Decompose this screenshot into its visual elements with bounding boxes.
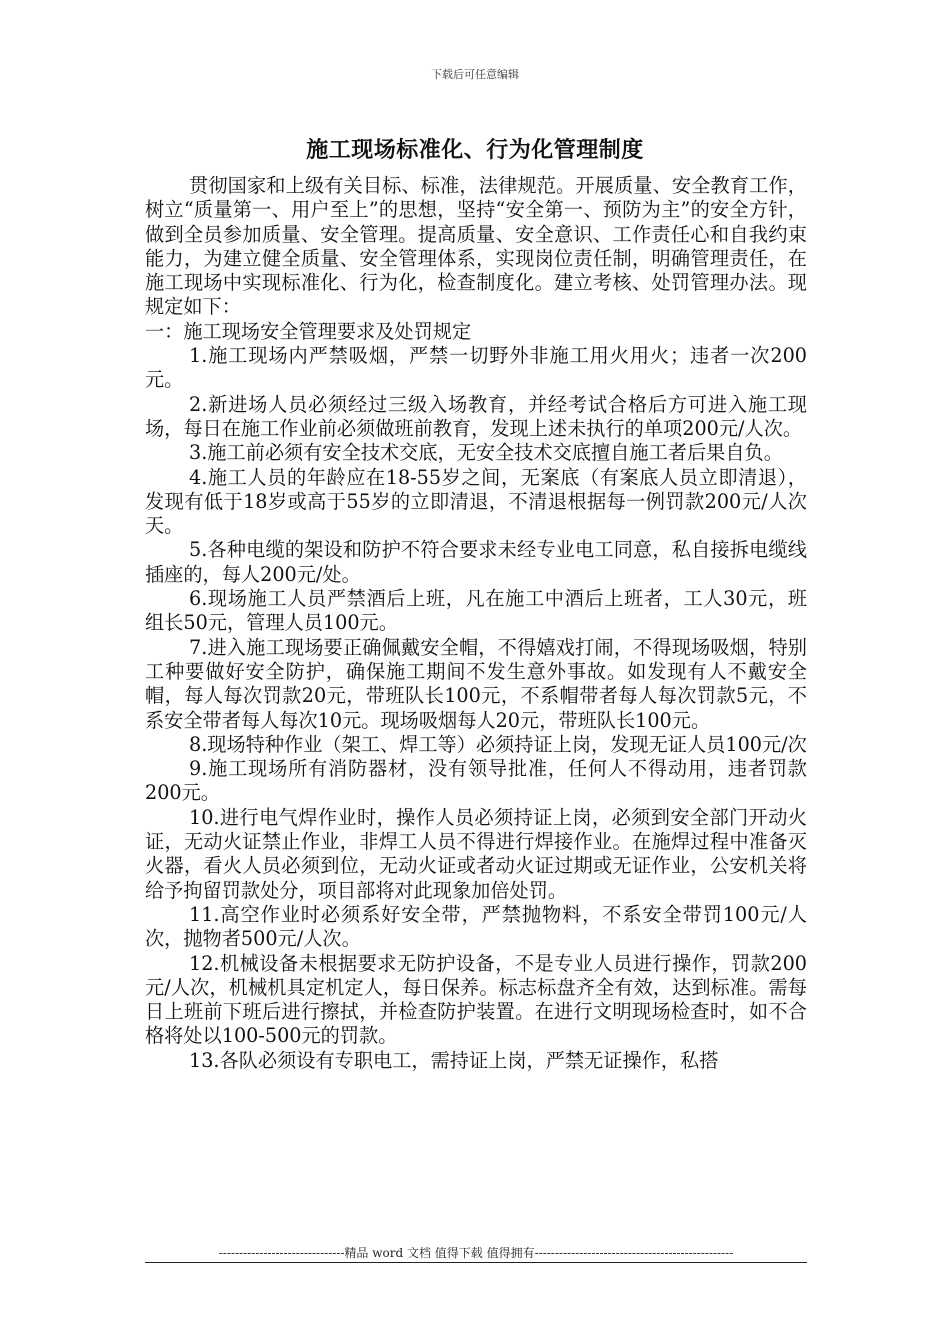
rule-item-13: 13.各队必须设有专职电工，需持证上岗，严禁无证操作，私搭 [189,1048,719,1072]
rule-item-11: 11.高空作业时必须系好安全带，严禁抛物料，不系安全带罚100元/人次，抛物者500元/人次。 [145,902,807,951]
page-header: 下载后可任意编辑 [431,68,519,81]
document-body [145,174,807,1073]
rule-item-8: 8.现场特种作业（架工、焊工等）必须持证上岗，发现无证人员100元/次 [189,732,807,756]
page-footer: -------------------------------精品 word 文档 值得下载 值得拥有------------------------------------------------- [218,1246,734,1260]
rule-item-6: 6.现场施工人员严禁酒后上班，凡在施工中酒后上班者，工人30元，班组长50元，管理人员100元。 [145,587,807,635]
rule-item-4: 4.施工人员的年龄应在18-55岁之间，无案底（有案底人员立即清退），发现有低于18岁或高于55岁的立即清退，不清退根据每一例罚款200元/人次天。 [145,465,807,538]
rule-item-10: 10.进行电气焊作业时，操作人员必须持证上岗，必须到安全部门开动火证，无动火证禁止作业，非焊工人员不得进行焊接作业。在施焊过程中准备灭火器，看火人员必须到位，无动火证或者动火证过期或无证作业，公安机关将给予拘留罚款处分，项目部将对此现象加倍处罚。 [145,805,807,902]
rule-item-1: 1.施工现场内严禁吸烟，严禁一切野外非施工用火用火；违者一次200元。 [145,344,807,392]
rule-item-7: 7.进入施工现场要正确佩戴安全帽，不得嬉戏打闹，不得现场吸烟，特别工种要做好安全防护，确保施工期间不发生意外事故。如发现有人不戴安全帽，每人每次罚款20元，带班队长100元，不系帽带者每人每次罚款5元，不系安全带者每人每次10元。现场吸烟每人20元，带班队长100元。 [145,635,807,732]
rule-item-2: 2.新进场人员必须经过三级入场教育，并经考试合格后方可进入施工现场，每日在施工作业前必须做班前教育，发现上述未执行的单项200元/人次。 [145,392,807,440]
rule-item-12: 12.机械设备未根据要求无防护设备，不是专业人员进行操作，罚款200元/人次，机械机具定机定人，每日保养。标志标盘齐全有效，达到标准。需每日上班前下班后进行擦拭，并检查防护装置。在进行文明现场检查时，如不合格将处以100-500元的罚款。 [145,951,807,1048]
rule-item-9: 9.施工现场所有消防器材，没有领导批准，任何人不得动用，违者罚款200元。 [145,757,807,805]
footer-divider [145,1262,807,1263]
intro-paragraph: 贯彻国家和上级有关目标、标准，法律规范。开展质量、安全教育工作，树立“质量第一、用户至上”的思想，坚持“安全第一、预防为主”的安全方针，做到全员参加质量、安全管理。提高质量、安全意识、工作责任心和自我约束能力，为建立健全质量、安全管理体系，实现岗位责任制，明确管理责任，在施工现场中实现标准化、行为化，检查制度化。建立考核、处罚管理办法。现规定如下： [145,174,807,319]
document-title: 施工现场标准化、行为化管理制度 [306,137,644,163]
rule-item-5: 5.各种电缆的架设和防护不符合要求未经专业电工同意，私自接拆电缆线插座的，每人200元/处。 [145,538,807,586]
section-heading: 一：施工现场安全管理要求及处罚规定 [145,319,472,343]
rule-item-3: 3.施工前必须有安全技术交底，无安全技术交底擅自施工者后果自负。 [189,441,783,465]
